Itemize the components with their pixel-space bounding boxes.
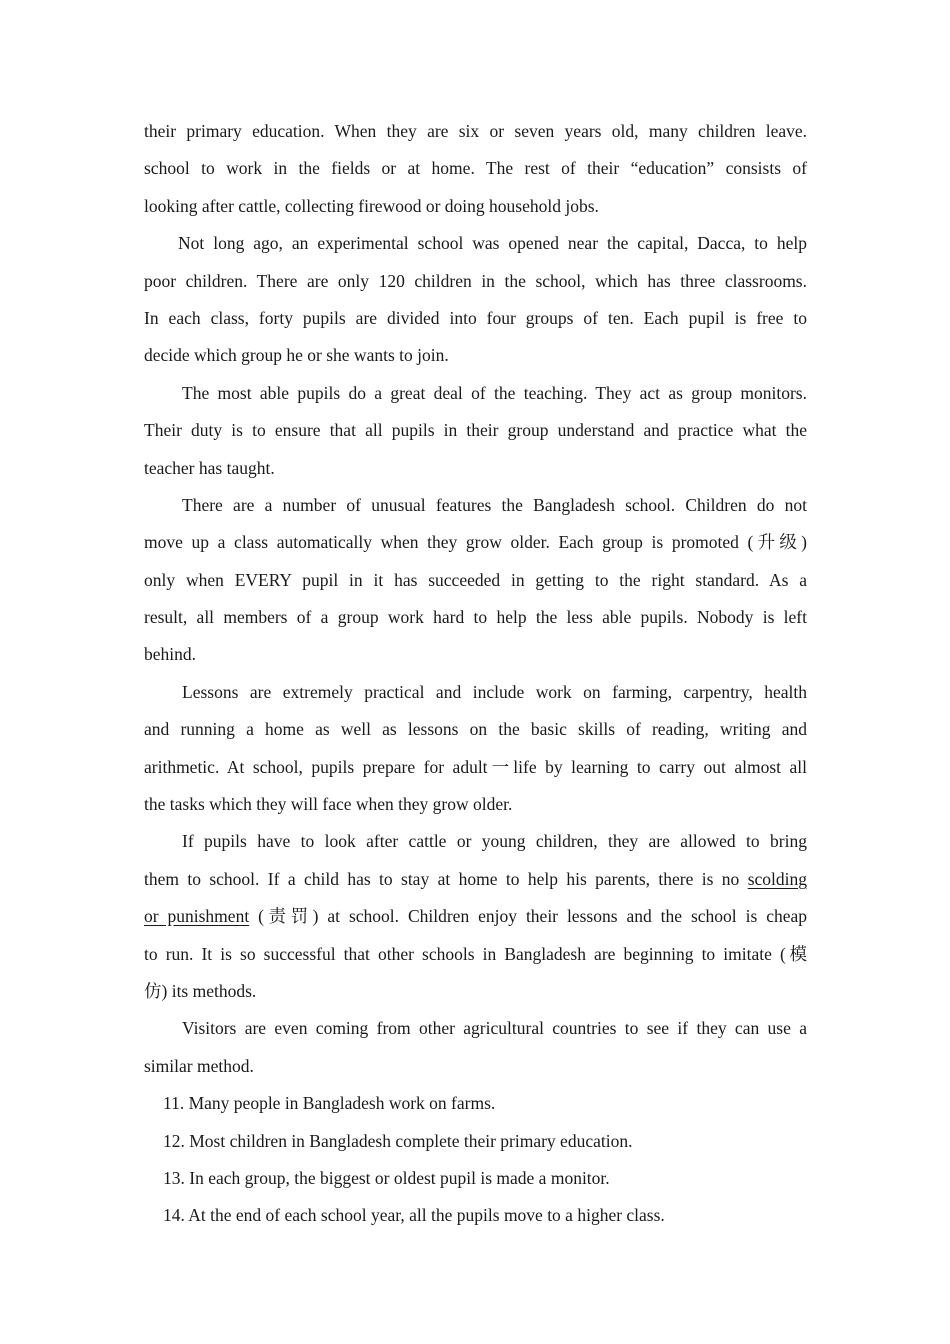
text-line: There are a number of unusual features the Bangladesh school. Children do not xyxy=(182,494,807,515)
text-line: poor children. There are only 120 children in the school, which has three classrooms. xyxy=(144,270,807,291)
paragraph-7 xyxy=(144,1010,807,1085)
text-line: behind. xyxy=(144,644,197,665)
text-line: teacher has taught. xyxy=(144,457,275,478)
text-line: result, all members of a group work hard to help the less able pupils. Nobody is left xyxy=(144,607,807,628)
text-line: move up a class automatically when they grow older. Each group is promoted (升级) xyxy=(144,532,807,553)
question-list xyxy=(144,1085,807,1235)
text-line: similar method. xyxy=(144,1055,254,1076)
question-item: 13. In each group, the biggest or oldest pupil is made a monitor. xyxy=(163,1167,610,1188)
text-line: 仿) its methods. xyxy=(144,980,257,1001)
text-line: and running a home as well as lessons on the basic skills of reading, writing and xyxy=(144,719,807,740)
text-line: to run. It is so successful that other schools in Bangladesh are beginning to imitate (模 xyxy=(144,943,807,964)
paragraph-5 xyxy=(144,674,807,824)
text-line: the tasks which they will face when they grow older. xyxy=(144,794,513,815)
paragraph-2 xyxy=(144,225,807,375)
text-line: only when EVERY pupil in it has succeeded in getting to the right standard. As a xyxy=(144,569,807,590)
paragraph-4 xyxy=(144,487,807,674)
underlined-phrase: or punishment xyxy=(144,906,250,927)
text-line: school to work in the fields or at home. The rest of their “education” consists of xyxy=(144,158,807,179)
text-line: decide which group he or she wants to join. xyxy=(144,345,449,366)
document-page xyxy=(144,113,807,1235)
text-line: In each class, forty pupils are divided into four groups of ten. Each pupil is free to xyxy=(144,307,807,328)
text-span: (责罚) at school. Children enjoy their lessons and the school is cheap xyxy=(249,906,807,927)
question-item: 14. At the end of each school year, all the pupils move to a higher class. xyxy=(163,1205,665,1226)
text-line xyxy=(144,861,807,898)
question-item: 12. Most children in Bangladesh complete their primary education. xyxy=(163,1130,633,1151)
question-item: 11. Many people in Bangladesh work on farms. xyxy=(163,1093,496,1114)
text-span: them to school. If a child has to stay at home to help his parents, there is no xyxy=(144,868,748,889)
text-line: Lessons are extremely practical and include work on farming, carpentry, health xyxy=(182,681,807,702)
text-line xyxy=(144,898,807,935)
paragraph-6 xyxy=(144,823,807,1010)
text-line: If pupils have to look after cattle or young children, they are allowed to bring xyxy=(182,831,807,852)
text-line: looking after cattle, collecting firewood or doing household jobs. xyxy=(144,195,599,216)
text-line: The most able pupils do a great deal of the teaching. They act as group monitors. xyxy=(182,382,807,403)
text-line: their primary education. When they are six or seven years old, many children leave. xyxy=(144,121,807,141)
text-line: Visitors are even coming from other agricultural countries to see if they can use a xyxy=(182,1018,807,1039)
paragraph-1 xyxy=(144,113,807,225)
text-line: Their duty is to ensure that all pupils in their group understand and practice what the xyxy=(144,420,807,441)
text-line: arithmetic. At school, pupils prepare for adult一life by learning to carry out almost all xyxy=(144,756,807,777)
paragraph-3 xyxy=(144,375,807,487)
underlined-phrase: scolding xyxy=(747,868,807,889)
text-line: Not long ago, an experimental school was opened near the capital, Dacca, to help xyxy=(178,233,807,254)
